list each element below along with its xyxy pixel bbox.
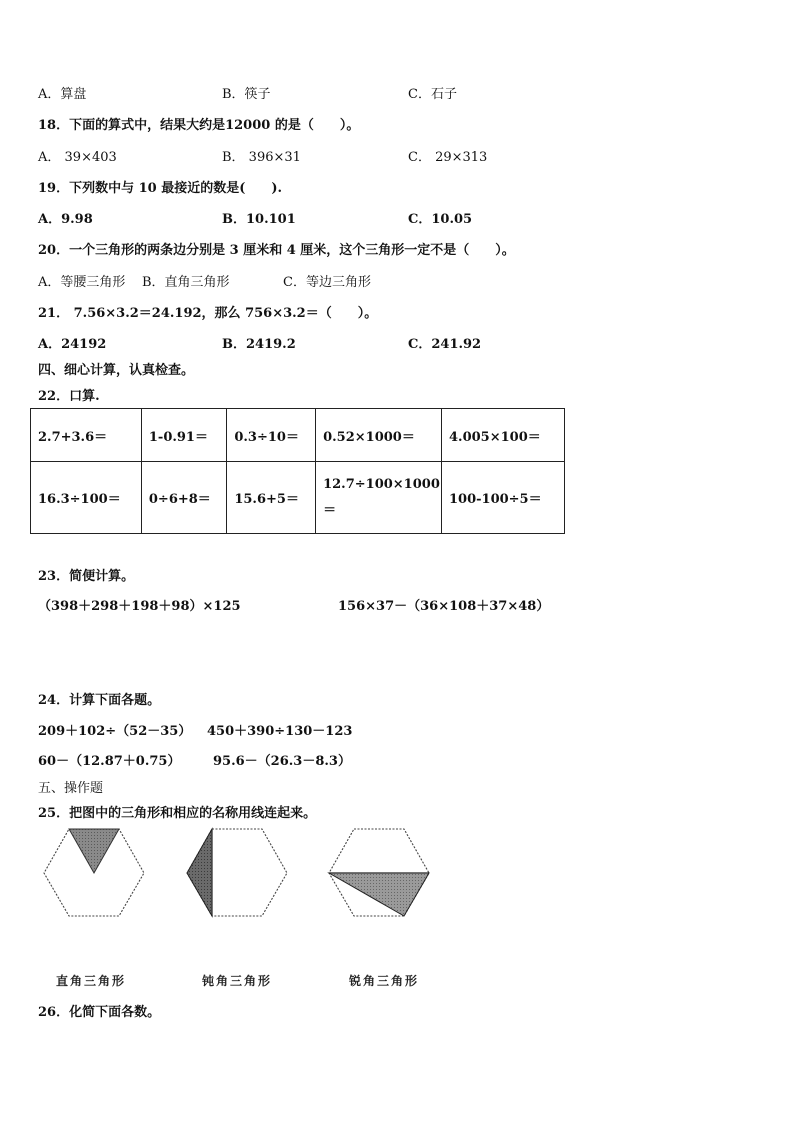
- mental-calc-table: [30, 408, 565, 534]
- section-4-heading: 四、细心计算，认真检查。: [38, 363, 195, 378]
- table-cell: 15.6+5＝: [227, 462, 316, 534]
- hexagon-figure-3: [325, 826, 433, 920]
- table-row: [31, 462, 565, 534]
- q18-option-b: B． 396×31: [222, 150, 301, 165]
- q19-option-b: B．10.101: [222, 212, 296, 227]
- table-cell: 0.52×1000＝: [316, 409, 442, 462]
- table-cell: 2.7+3.6＝: [31, 409, 142, 462]
- q21-option-b: B．2419.2: [222, 337, 296, 352]
- q21-stem: 21． 7.56×3.2＝24.192，那么 756×3.2＝（ ）。: [38, 306, 378, 321]
- q23-item-2: 156×37－（36×108＋37×48）: [338, 599, 550, 614]
- table-cell: 100-100÷5＝: [442, 462, 565, 534]
- q21-option-c: C．241.92: [408, 337, 482, 352]
- table-row: [31, 409, 565, 462]
- q24-item-2: 450＋390÷130－123: [207, 724, 353, 739]
- q17-option-c: C．石子: [408, 87, 457, 102]
- q17-option-b: B．筷子: [222, 87, 271, 102]
- hexagon-figure-2: [183, 826, 291, 920]
- section-5-heading: 五、操作题: [38, 781, 104, 796]
- q17-option-a: A．算盘: [38, 87, 87, 102]
- q24-item-3: 60－（12.87＋0.75）: [38, 754, 181, 769]
- table-cell: 0.3÷10＝: [227, 409, 316, 462]
- q19-option-c: C．10.05: [408, 212, 473, 227]
- q18-option-a: A． 39×403: [38, 150, 117, 165]
- q24-item-1: 209＋102÷（52－35）: [38, 724, 192, 739]
- q19-stem: 19．下列数中与 10 最接近的数是( ).: [38, 181, 283, 196]
- label-acute-triangle: 锐角三角形: [349, 974, 420, 988]
- table-cell: [316, 462, 442, 534]
- q18-stem: 18．下面的算式中，结果大约是12000 的是（ ）。: [38, 118, 360, 133]
- q20-stem: 20．一个三角形的两条边分别是 3 厘米和 4 厘米，这个三角形一定不是（ ）。: [38, 243, 515, 258]
- hexagon-figure-1: [40, 826, 148, 920]
- q23-stem: 23．简便计算。: [38, 569, 135, 584]
- q20-option-b: B．直角三角形: [142, 275, 230, 290]
- table-cell-text: 12.7÷100×1000＝: [323, 476, 440, 518]
- q24-stem: 24．计算下面各题。: [38, 693, 161, 708]
- q25-stem: 25．把图中的三角形和相应的名称用线连起来。: [38, 806, 317, 821]
- label-obtuse-triangle: 钝角三角形: [202, 974, 273, 988]
- q22-stem: 22．口算.: [38, 389, 100, 404]
- table-cell: 16.3÷100＝: [31, 462, 142, 534]
- q19-option-a: A．9.98: [38, 212, 93, 227]
- label-right-triangle: 直角三角形: [56, 974, 127, 988]
- table-cell: 0÷6+8＝: [141, 462, 226, 534]
- q20-option-a: A．等腰三角形: [38, 275, 126, 290]
- q21-option-a: A．24192: [38, 337, 107, 352]
- q24-item-4: 95.6－（26.3－8.3）: [213, 754, 351, 769]
- table-cell: 1-0.91＝: [141, 409, 226, 462]
- table-cell: 4.005×100＝: [442, 409, 565, 462]
- q26-stem: 26．化简下面各数。: [38, 1005, 161, 1020]
- q18-option-c: C． 29×313: [408, 150, 488, 165]
- q20-option-c: C．等边三角形: [283, 275, 371, 290]
- q23-item-1: （398＋298＋198＋98）×125: [38, 599, 241, 614]
